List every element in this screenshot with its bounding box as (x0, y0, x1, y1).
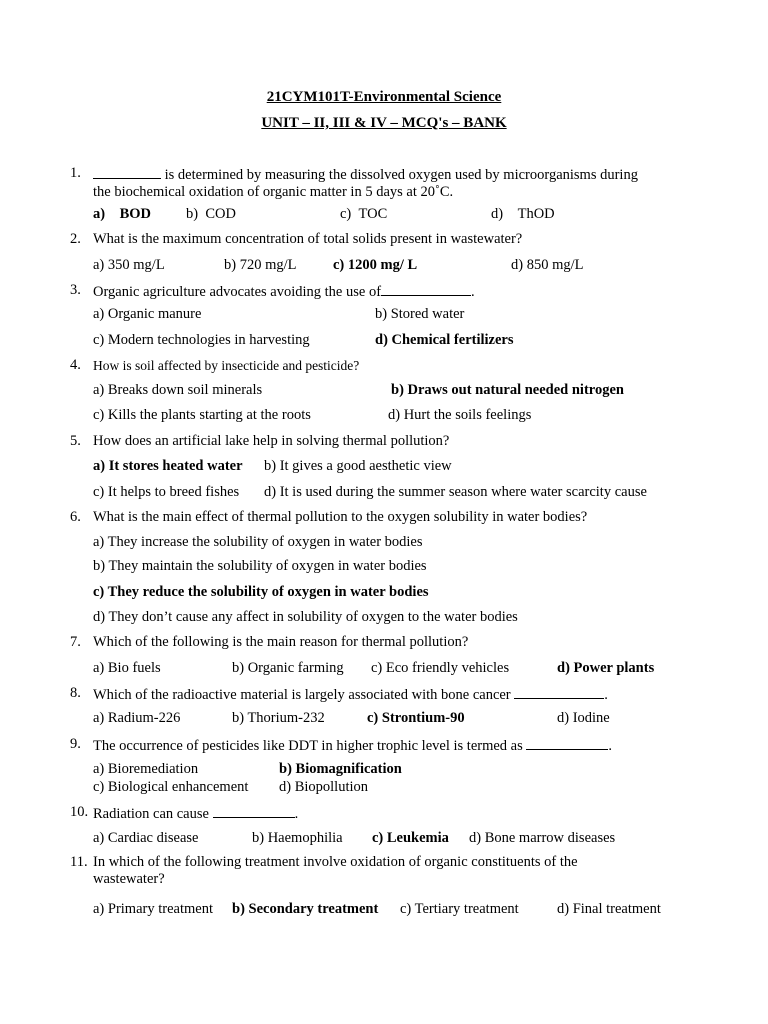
option-a: a) Bio fuels (93, 660, 161, 676)
question-text: How is soil affected by insecticide and pesticide? (93, 358, 360, 373)
option-c: c) Leukemia (372, 830, 449, 846)
question-number: 3. (70, 282, 81, 298)
option-c: c) It helps to breed fishes (93, 484, 240, 500)
option-d: d) 850 mg/L (511, 257, 584, 273)
option-a: a) Bioremediation (93, 761, 199, 777)
option-b: b) 720 mg/L (224, 257, 297, 273)
option-b: b) Biomagnification (279, 761, 402, 777)
option-c: c) Eco friendly vehicles (371, 660, 510, 676)
option-c: c) Tertiary treatment (400, 901, 519, 917)
answer-blank (526, 736, 608, 750)
option-b: b) COD (186, 206, 236, 222)
question-number: 2. (70, 231, 81, 247)
course-title: 21CYM101T-Environmental Science (266, 89, 502, 105)
question-text-line2: the biochemical oxidation of organic matter in 5 days at 20˚C. (93, 184, 454, 200)
option-c: c) Biological enhancement (93, 779, 249, 795)
option-d: d) Chemical fertilizers (375, 332, 514, 348)
option-b: b) They maintain the solubility of oxygen in water bodies (93, 558, 427, 574)
option-d: d) Biopollution (279, 779, 369, 795)
question-text: What is the maximum concentration of total solids present in wastewater? (93, 231, 523, 247)
option-a: a) Organic manure (93, 306, 202, 322)
question-text: Which of the following is the main reason for thermal pollution? (93, 634, 469, 650)
option-b: b) Thorium-232 (232, 710, 325, 726)
option-a: a) Breaks down soil minerals (93, 382, 263, 398)
question-number: 8. (70, 685, 81, 701)
answer-blank (93, 165, 161, 179)
question-text: is determined by measuring the dissolved oxygen used by microorganisms during (161, 167, 638, 183)
question-number: 6. (70, 509, 81, 525)
option-d: d) Final treatment (557, 901, 661, 917)
question-text: Organic agriculture advocates avoiding the use of (93, 284, 382, 300)
question-number: 4. (70, 357, 81, 373)
option-b: b) It gives a good aesthetic view (264, 458, 452, 474)
option-d: d) They don’t cause any affect in solubility of oxygen to the water bodies (93, 609, 518, 625)
option-b: b) Draws out natural needed nitrogen (391, 382, 624, 398)
option-d: d) Iodine (557, 710, 610, 726)
option-c: c) TOC (340, 206, 388, 222)
option-d: d) It is used during the summer season where water scarcity cause (264, 484, 647, 500)
option-a: a) 350 mg/L (93, 257, 165, 273)
option-c: c) Kills the plants starting at the roots (93, 407, 311, 423)
question-text: In which of the following treatment involve oxidation of organic constituents of the (93, 854, 578, 870)
option-a: a) They increase the solubility of oxygen in water bodies (93, 534, 423, 550)
question-text: How does an artificial lake help in solving thermal pollution? (93, 433, 450, 449)
question-text: Which of the radioactive material is largely associated with bone cancer (93, 687, 511, 703)
answer-blank (213, 804, 295, 818)
option-a: a) BOD (93, 206, 152, 222)
unit-title: UNIT – II, III & IV – MCQ's – BANK (261, 115, 507, 131)
option-b: b) Haemophilia (252, 830, 343, 846)
question-text: What is the main effect of thermal pollution to the oxygen solubility in water bodies? (93, 509, 588, 525)
question-text: Radiation can cause (93, 806, 209, 822)
option-d: d) Power plants (557, 660, 655, 676)
option-a: a) It stores heated water (93, 458, 243, 474)
question-number: 9. (70, 736, 81, 752)
question-number: 10. (70, 804, 89, 820)
option-c: c) 1200 mg/ L (333, 257, 418, 273)
question-number: 11. (70, 854, 88, 870)
option-b: b) Organic farming (232, 660, 344, 676)
option-d: d) Hurt the soils feelings (388, 407, 532, 423)
option-b: b) Stored water (375, 306, 465, 322)
question-number: 5. (70, 433, 81, 449)
option-a: a) Cardiac disease (93, 830, 199, 846)
question-text: The occurrence of pesticides like DDT in higher trophic level is termed as (93, 738, 523, 754)
mcq-document-page: 21CYM101T-Environmental Science UNIT – II, III & IV – MCQ's – BANK 1. is determined by measuring the dissolved oxygen used by microorganisms during the biochemical oxidation of organic matter in 5 days at 20˚C. a) BOD b) COD c) TOC d) ThOD 2. What is the maximum concentration of total solids present in wastewater? a) 350 mg/L b) 720 mg/L c) 1200 mg/ L d) 850 mg/L 3. Organic agriculture advocates avoiding the use of . a) Organic manure b) Stored water c) Modern technologies in harvesting d) Chemical fertilizers 4. How is soil affected by insecticide and pesticide? a) Breaks down soil minerals b) Draws out natural needed nitrogen c) Kills the plants starting at the roots d) Hurt the soils feelings 5. How does an artificial lake help in solving thermal pollution? a) It stores heated water b) It gives a good aesthetic view c) It helps to breed fishes d) It is used during the summer season where water scarcity cause 6. What is the main effect of thermal pollution to the oxygen solubility in water bodies? a) They increase the solubility of oxygen in water bodies b) They maintain the solubility of oxygen in water bodies c) They reduce the solubility of oxygen in water bodies d) They don’t cause any affect in solubility of oxygen to the water bodies 7. Which of the following is the main reason for thermal pollution? a) Bio fuels b) Organic farming c) Eco friendly vehicles d) Power plants 8. Which of the radioactive material is largely associated with bone cancer . a) Radium-226 b) Thorium-232 c) Strontium-90 d) Iodine 9. The occurrence of pesticides like DDT in higher trophic level is termed as . a) Bioremediation b) Biomagnification c) Biological enhancement d) Biopollution 10. Radiation can cause . a) Cardiac disease b) Haemophilia c) Leukemia d) Bone marrow diseases 11. In which of the following treatment involve oxidation of organic constituents of the wastewater? a) Primary treatment b) Secondary treatment c) Tertiary treatment d) Final treatment (0, 0, 768, 1024)
option-a: a) Radium-226 (93, 710, 181, 726)
option-c: c) They reduce the solubility of oxygen in water bodies (93, 584, 429, 600)
option-c: c) Strontium-90 (367, 710, 465, 726)
question-number: 7. (70, 634, 81, 650)
option-d: d) ThOD (491, 206, 555, 222)
option-d: d) Bone marrow diseases (469, 830, 616, 846)
option-c: c) Modern technologies in harvesting (93, 332, 310, 348)
answer-blank (381, 282, 471, 296)
answer-blank (514, 685, 604, 699)
question-text-line2: wastewater? (93, 871, 165, 887)
option-a: a) Primary treatment (93, 901, 213, 917)
question-number: 1. (70, 165, 81, 181)
option-b: b) Secondary treatment (232, 901, 379, 917)
